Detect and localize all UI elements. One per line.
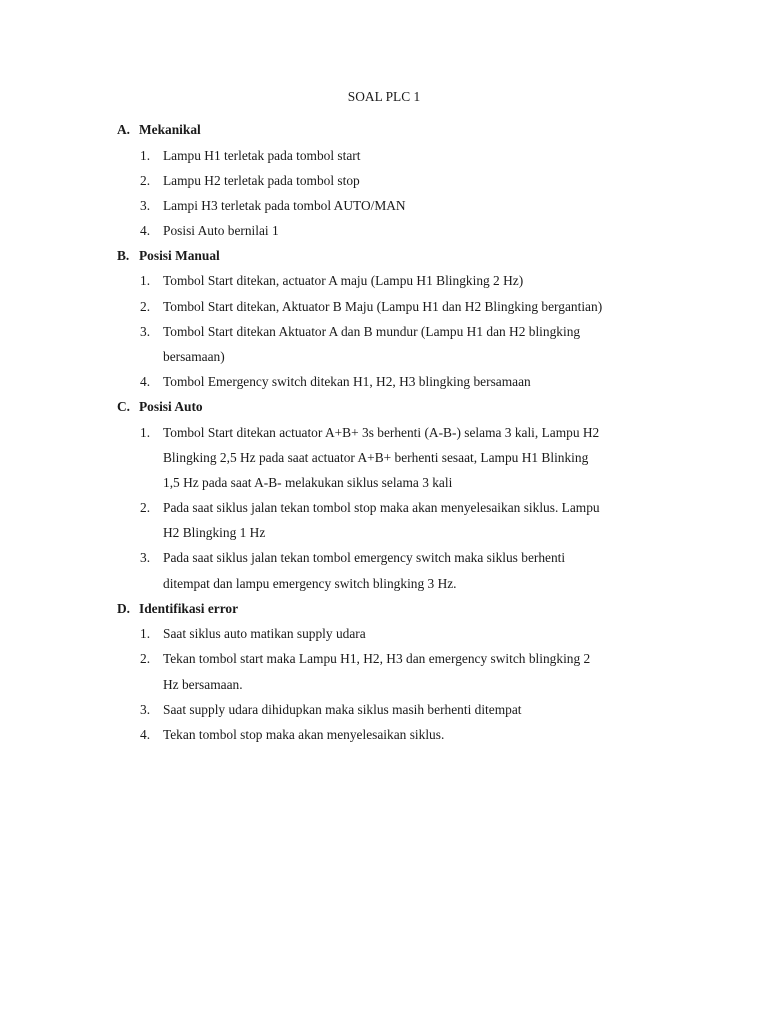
list-item-number: 4. (140, 223, 151, 238)
list-item-text: Saat supply udara dihidupkan maka siklus masih berhenti ditempat (163, 702, 522, 717)
list-item-text: Lampu H2 terletak pada tombol stop (163, 173, 360, 188)
list-item-text-continued: 1,5 Hz pada saat A-B- melakukan siklus selama 3 kali (163, 475, 453, 490)
list-item-text: Tombol Start ditekan Aktuator A dan B mundur (Lampu H1 dan H2 blingking (163, 324, 581, 339)
list-item-text: Lampu H1 terletak pada tombol start (163, 148, 361, 163)
document-title: SOAL PLC 1 (347, 89, 421, 104)
list-item-number: 4. (140, 374, 151, 389)
list-item-number: 2. (140, 500, 151, 515)
list-item-text: Tombol Emergency switch ditekan H1, H2, H3 blingking bersamaan (163, 374, 531, 389)
list-item-text: Lampi H3 terletak pada tombol AUTO/MAN (163, 198, 406, 213)
list-item-number: 3. (140, 324, 151, 339)
list-item-number: 4. (140, 727, 151, 742)
list-item-text-continued: bersamaan) (163, 349, 225, 364)
list-item-text: Tekan tombol start maka Lampu H1, H2, H3 dan emergency switch blingking 2 (163, 651, 591, 666)
list-item-text: Posisi Auto bernilai 1 (163, 223, 279, 238)
list-item-text: Tekan tombol stop maka akan menyelesaikan siklus. (163, 727, 445, 742)
section-title: Mekanikal (139, 122, 201, 137)
list-item-text: Pada saat siklus jalan tekan tombol emergency switch maka siklus berhenti (163, 550, 566, 565)
section-title: Identifikasi error (139, 601, 239, 616)
list-item-text: Tombol Start ditekan actuator A+B+ 3s berhenti (A-B-) selama 3 kali, Lampu H2 (163, 425, 600, 440)
list-item-number: 1. (140, 148, 151, 163)
list-item-number: 1. (140, 425, 151, 440)
list-item-number: 2. (140, 299, 151, 314)
section-a-heading (117, 122, 201, 138)
list-item-text-continued: Blingking 2,5 Hz pada saat actuator A+B+ berhenti sesaat, Lampu H1 Blinking (163, 450, 589, 465)
list-item-text: Tombol Start ditekan, actuator A maju (Lampu H1 Blingking 2 Hz) (163, 273, 524, 288)
list-item-text-continued: ditempat dan lampu emergency switch blingking 3 Hz. (163, 576, 457, 591)
list-item-number: 3. (140, 198, 151, 213)
list-item-number: 2. (140, 173, 151, 188)
section-c-heading (117, 399, 203, 415)
list-item-text: Saat siklus auto matikan supply udara (163, 626, 366, 641)
list-item-number: 2. (140, 651, 151, 666)
list-item-text-continued: Hz bersamaan. (163, 677, 243, 692)
section-letter: A. (117, 122, 131, 137)
list-item-text-continued: H2 Blingking 1 Hz (163, 525, 266, 540)
section-title: Posisi Auto (139, 399, 203, 414)
section-letter: C. (117, 399, 131, 414)
section-d-heading (117, 601, 238, 617)
list-item-number: 3. (140, 702, 151, 717)
list-item-number: 1. (140, 273, 151, 288)
list-item-text: Tombol Start ditekan, Aktuator B Maju (Lampu H1 dan H2 Blingking bergantian) (163, 299, 603, 314)
list-item-text: Pada saat siklus jalan tekan tombol stop maka akan menyelesaikan siklus. Lampu (163, 500, 600, 515)
section-letter: B. (117, 248, 130, 263)
list-item-number: 1. (140, 626, 151, 641)
section-title: Posisi Manual (139, 248, 220, 263)
section-letter: D. (117, 601, 131, 616)
section-b-heading (117, 248, 220, 264)
list-item-number: 3. (140, 550, 151, 565)
